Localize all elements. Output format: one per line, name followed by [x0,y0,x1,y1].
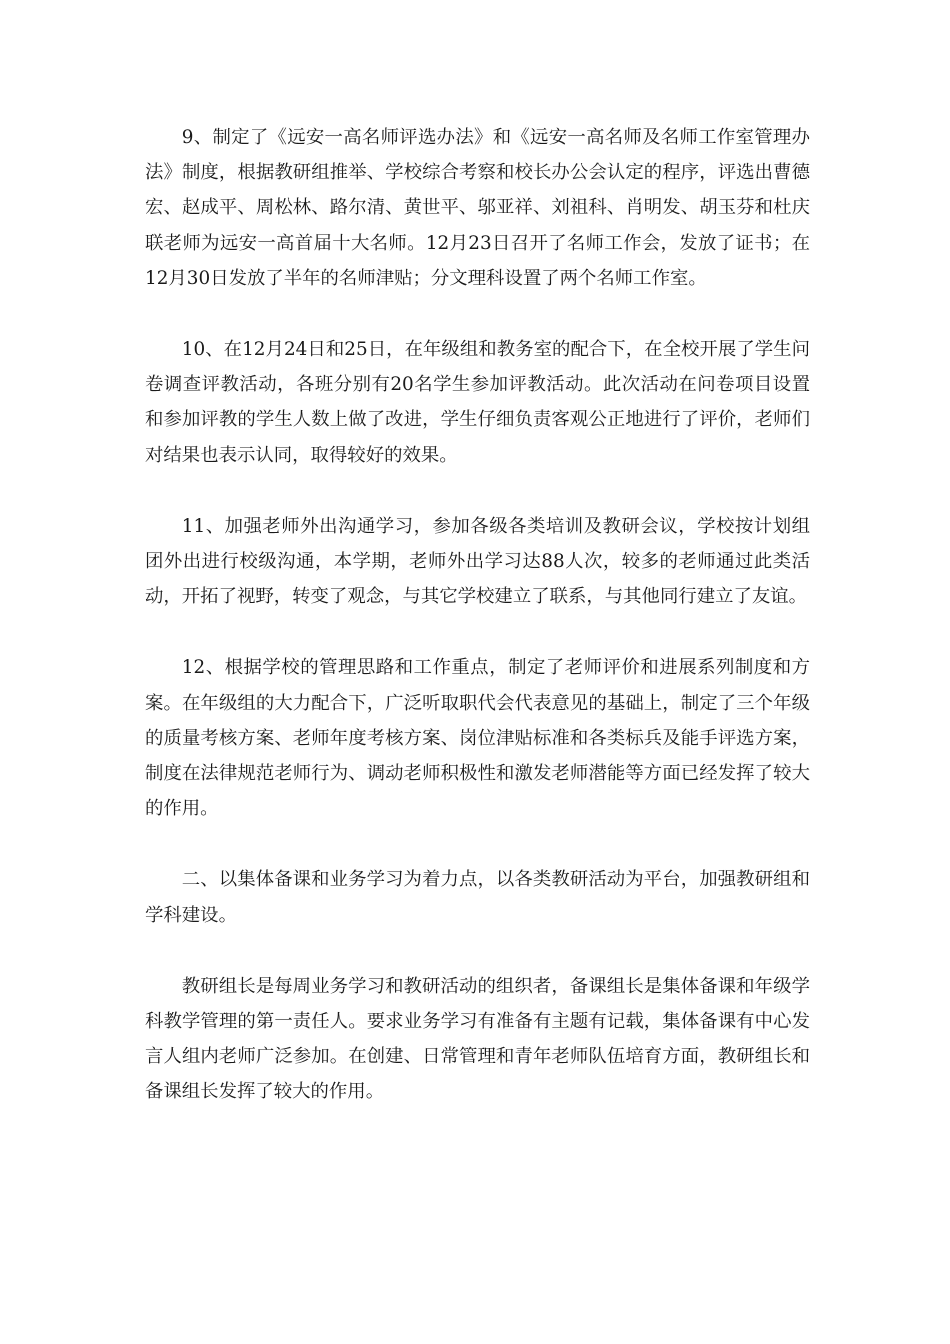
paragraph-item-11: 11、加强老师外出沟通学习，参加各级各类培训及教研会议，学校按计划组团外出进行校级沟通，本学期，老师外出学习达88人次，较多的老师通过此类活动，开拓了视野，转变了观念，与其它学校建立了联系，与其他同行建立了友谊。 [145,515,810,608]
paragraph-teaching-group-leaders: 教研组长是每周业务学习和教研活动的组织者，备课组长是集体备课和年级学科教学管理的第一责任人。要求业务学习有准备有主题有记载，集体备课有中心发言人组内老师广泛参加。在创建、日常管理和青年老师队伍培育方面，教研组长和备课组长发挥了较大的作用。 [145,975,810,1103]
paragraph-item-9: 9、制定了《远安一高名师评选办法》和《远安一高名师及名师工作室管理办法》制度，根据教研组推举、学校综合考察和校长办公会认定的程序，评选出曹德宏、赵成平、周松林、路尔清、黄世平、邬亚祥、刘祖科、肖明发、胡玉芬和杜庆联老师为远安一高首届十大名师。12月23日召开了名师工作会，发放了证书；在12月30日发放了半年的名师津贴；分文理科设置了两个名师工作室。 [145,127,810,289]
document-body [145,120,810,1146]
paragraph-item-10: 10、在12月24日和25日，在年级组和教务室的配合下，在全校开展了学生问卷调查评教活动，各班分别有20名学生参加评教活动。此次活动在问卷项目设置和参加评教的学生人数上做了改进，学生仔细负责客观公正地进行了评价，老师们对结果也表示认同，取得较好的效果。 [145,339,810,466]
section-heading-two: 二、以集体备课和业务学习为着力点，以各类教研活动为平台，加强教研组和学科建设。 [145,869,810,926]
paragraph-item-12: 12、根据学校的管理思路和工作重点，制定了老师评价和进展系列制度和方案。在年级组的大力配合下，广泛听取职代会代表意见的基础上，制定了三个年级的质量考核方案、老师年度考核方案、岗位津贴标准和各类标兵及能手评选方案，制度在法律规范老师行为、调动老师积极性和激发老师潜能等方面已经发挥了较大的作用。 [145,657,810,820]
